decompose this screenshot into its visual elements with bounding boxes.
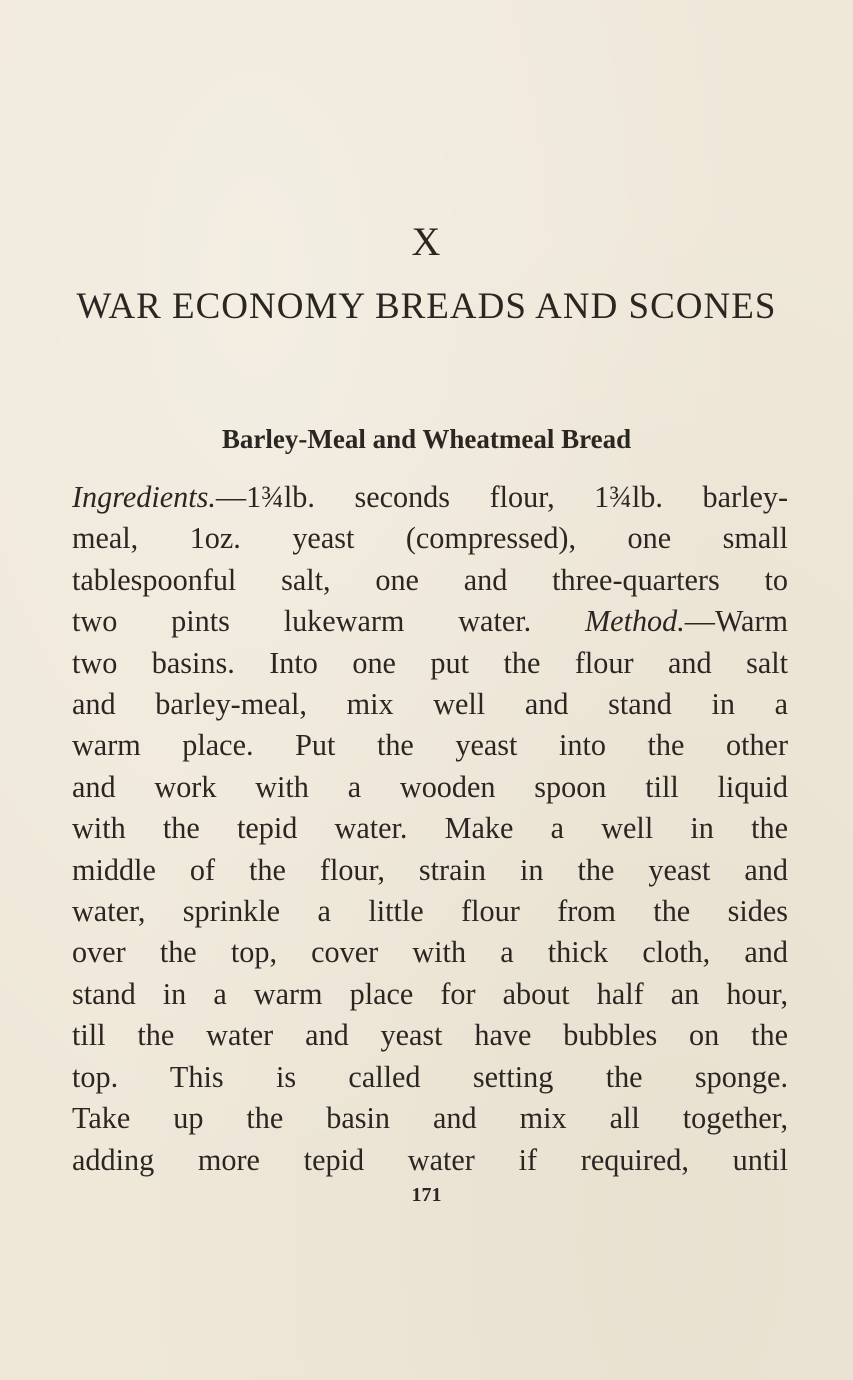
text-run: with the tepid water. Make a well in the [72, 811, 788, 846]
text-run: tablespoonful salt, one and three-quarters to [72, 562, 788, 597]
text-run: water, sprinkle a little flour from the sides [72, 894, 788, 929]
text-line [72, 891, 788, 932]
text-run: meal, 1oz. yeast (compressed), one small [72, 521, 788, 556]
text-line [72, 767, 788, 808]
chapter-title: WAR ECONOMY BREADS AND SCONES [76, 286, 777, 327]
text-run: over the top, cover with a thick cloth, and [72, 935, 788, 970]
italic-run: Ingredients. [72, 480, 216, 514]
text-run: and work with a wooden spoon till liquid [72, 769, 788, 804]
text-run: —Warm [684, 604, 788, 639]
text-run: and barley-meal, mix well and stand in a [72, 687, 788, 722]
text-line [72, 684, 788, 725]
text-run: warm place. Put the yeast into the other [72, 728, 788, 763]
text-line [72, 643, 788, 684]
text-line [72, 1098, 788, 1139]
chapter-number: X [411, 219, 442, 264]
text-line [72, 518, 788, 559]
text-line [72, 1057, 788, 1098]
text-run: Take up the basin and mix all together, [72, 1101, 788, 1136]
text-line [72, 601, 788, 642]
text-line [72, 560, 788, 601]
text-line [72, 932, 788, 973]
text-line [72, 974, 788, 1015]
text-run: middle of the flour, strain in the yeast and [72, 852, 788, 887]
page-number: 171 [411, 1184, 442, 1206]
recipe-title: Barley-Meal and Wheatmeal Bread [221, 424, 632, 454]
text-line [72, 1015, 788, 1056]
recipe-body [72, 477, 788, 1181]
text-run: —1¾lb. seconds flour, 1¾lb. barley- [215, 480, 788, 514]
text-line [72, 850, 788, 891]
text-line [72, 725, 788, 766]
text-run: top. This is called setting the sponge. [72, 1059, 788, 1094]
text-run: two pints lukewarm water. [72, 604, 586, 639]
text-line [72, 808, 788, 849]
italic-run: Method. [585, 604, 685, 639]
text-line [72, 1140, 788, 1181]
text-run: stand in a warm place for about half an hour, [72, 976, 788, 1011]
text-run: till the water and yeast have bubbles on the [72, 1018, 788, 1053]
text-run: two basins. Into one put the flour and salt [72, 645, 788, 680]
text-line [72, 477, 788, 518]
text-run: adding more tepid water if required, until [72, 1142, 788, 1177]
